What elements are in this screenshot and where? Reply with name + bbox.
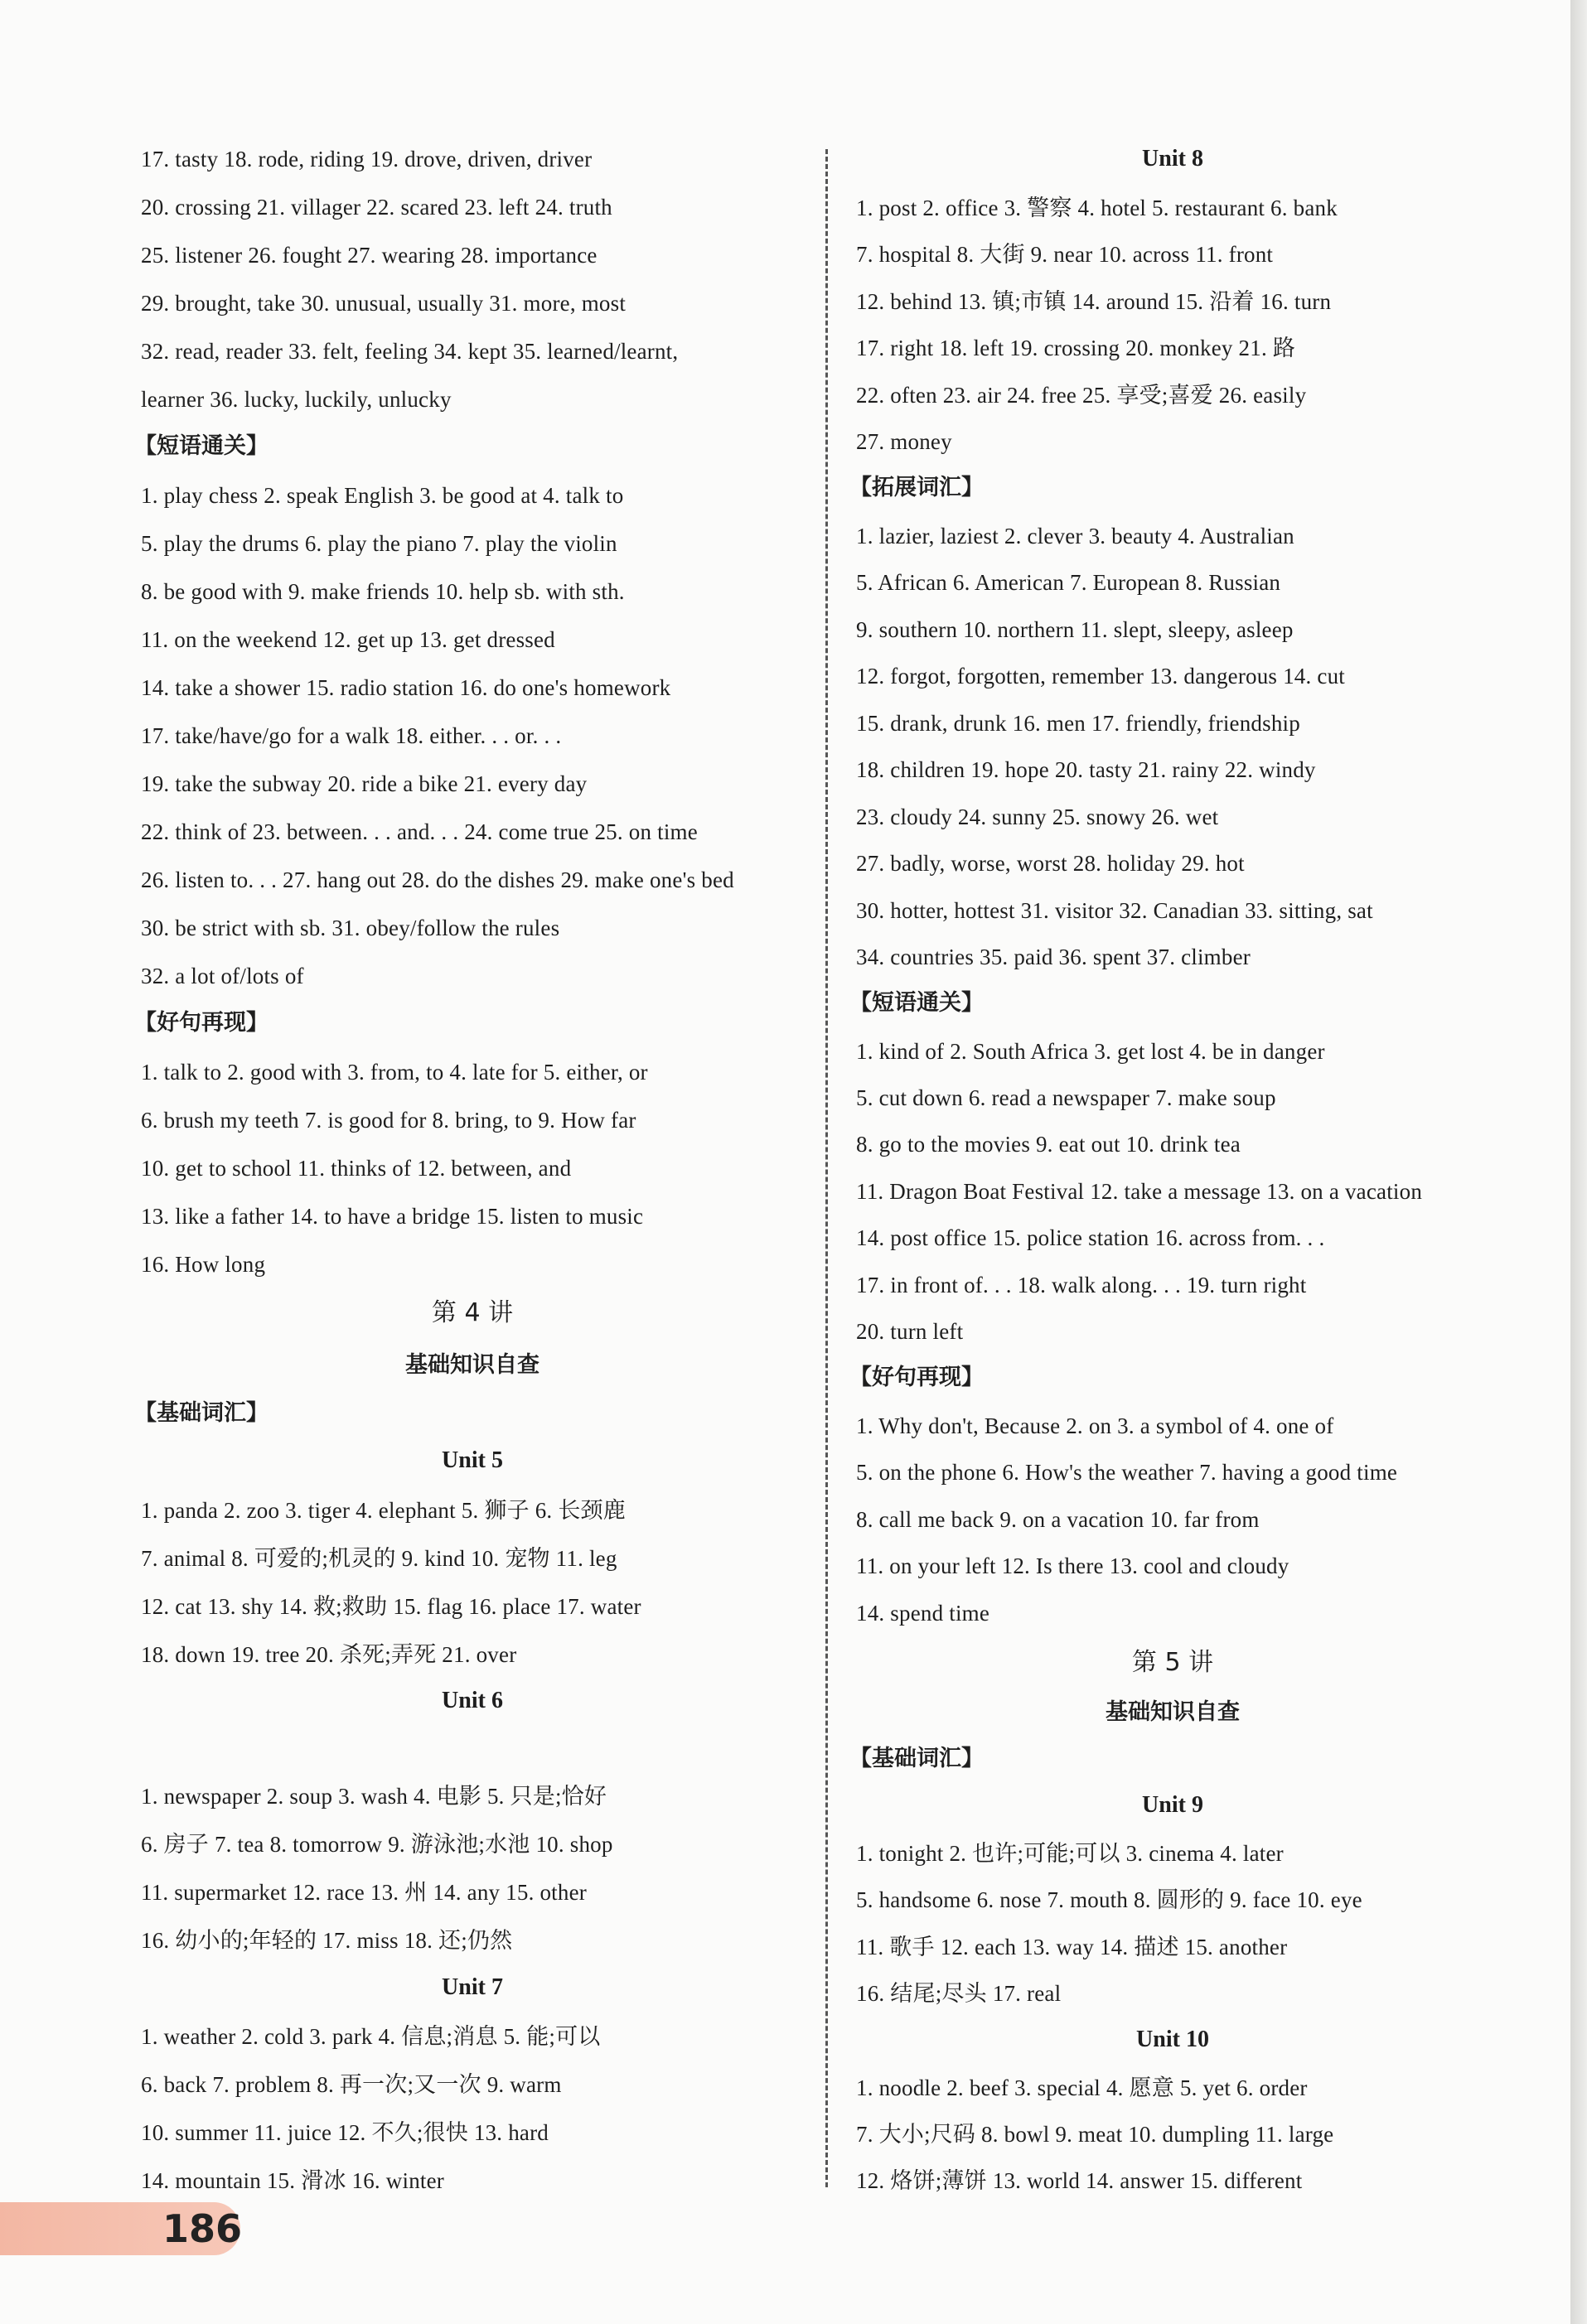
text-line: 27. badly, worse, worst 28. holiday 29. hot (856, 851, 1245, 876)
text-line: 10. summer 11. juice 12. 不久;很快 13. hard (141, 2120, 549, 2145)
unit-title: Unit 7 (442, 1974, 503, 2000)
text-line: 7. animal 8. 可爱的;机灵的 9. kind 10. 宠物 11. leg (141, 1546, 617, 1571)
section-heading-vocab: 【基础词汇】 (849, 1746, 984, 1771)
text-line: 6. back 7. problem 8. 再一次;又一次 9. warm (141, 2072, 562, 2097)
unit-title: Unit 8 (1142, 146, 1203, 172)
column-divider (825, 149, 828, 2187)
page-number: 186 (162, 2206, 243, 2251)
unit-title: Unit 6 (442, 1688, 503, 1713)
text-line: 25. listener 26. fought 27. wearing 28. importance (141, 243, 598, 268)
text-line: 18. down 19. tree 20. 杀死;弄死 21. over (141, 1642, 517, 1667)
text-line: 5. African 6. American 7. European 8. Russian (856, 570, 1281, 595)
text-line: 12. cat 13. shy 14. 救;救助 15. flag 16. place 17. water (141, 1594, 641, 1619)
section-heading-sentences: 【好句再现】 (849, 1365, 984, 1390)
lecture-subtitle: 基础知识自查 (405, 1352, 539, 1378)
text-line: 8. go to the movies 9. eat out 10. drink tea (856, 1132, 1241, 1157)
text-line: 1. talk to 2. good with 3. from, to 4. late for 5. either, or (141, 1060, 648, 1085)
text-line: 1. tonight 2. 也许;可能;可以 3. cinema 4. later (856, 1841, 1284, 1866)
text-line: 17. tasty 18. rode, riding 19. drove, driven, driver (141, 147, 593, 172)
text-line: 8. be good with 9. make friends 10. help sb. with sth. (141, 579, 625, 604)
text-line: 1. kind of 2. South Africa 3. get lost 4. be in danger (856, 1039, 1325, 1064)
text-line: 23. cloudy 24. sunny 25. snowy 26. wet (856, 804, 1219, 829)
text-line: 14. post office 15. police station 16. across from. . . (856, 1225, 1325, 1250)
text-line: 11. on the weekend 12. get up 13. get dressed (141, 627, 555, 652)
text-line: 11. 歌手 12. each 13. way 14. 描述 15. another (856, 1935, 1288, 1959)
text-line: 12. 烙饼;薄饼 13. world 14. answer 15. different (856, 2168, 1303, 2193)
text-line: 1. lazier, laziest 2. clever 3. beauty 4. Australian (856, 524, 1294, 548)
text-line: 12. forgot, forgotten, remember 13. dangerous 14. cut (856, 664, 1345, 689)
text-line: 1. Why don't, Because 2. on 3. a symbol of 4. one of (856, 1413, 1334, 1438)
text-line: 27. money (856, 429, 952, 454)
text-line: 22. often 23. air 24. free 25. 享受;喜爱 26. easily (856, 383, 1307, 408)
section-heading-phrases: 【短语通关】 (134, 433, 269, 459)
text-line: 7. hospital 8. 大街 9. near 10. across 11. front (856, 242, 1274, 267)
text-line: 11. supermarket 12. race 13. 州 14. any 15. other (141, 1880, 587, 1905)
text-line: 1. noodle 2. beef 3. special 4. 愿意 5. yet 6. order (856, 2075, 1308, 2100)
section-heading-vocab: 【基础词汇】 (134, 1400, 269, 1426)
text-line: 32. read, reader 33. felt, feeling 34. kept 35. learned/learnt, (141, 339, 679, 364)
lecture-title: 第 5 讲 (1131, 1648, 1214, 1677)
section-heading-phrases: 【短语通关】 (849, 990, 984, 1016)
text-line: 29. brought, take 30. unusual, usually 31. more, most (141, 291, 627, 316)
text-line: 1. post 2. office 3. 警察 4. hotel 5. restaurant 6. bank (856, 196, 1338, 220)
text-line: 18. children 19. hope 20. tasty 21. rainy 22. windy (856, 757, 1316, 782)
text-line: 11. on your left 12. Is there 13. cool and cloudy (856, 1553, 1289, 1578)
section-heading-extended: 【拓展词汇】 (849, 475, 984, 500)
text-line: 8. call me back 9. on a vacation 10. far from (856, 1507, 1260, 1532)
section-heading-sentences: 【好句再现】 (134, 1010, 269, 1036)
text-line: 12. behind 13. 镇;市镇 14. around 15. 沿着 16. turn (856, 289, 1332, 314)
text-line: 1. panda 2. zoo 3. tiger 4. elephant 5. 狮子 6. 长颈鹿 (141, 1498, 626, 1523)
text-line: 6. 房子 7. tea 8. tomorrow 9. 游泳池;水池 10. shop (141, 1832, 613, 1857)
text-line: 15. drank, drunk 16. men 17. friendly, friendship (856, 711, 1300, 736)
text-line: 5. play the drums 6. play the piano 7. play the violin (141, 531, 617, 556)
text-line: 20. crossing 21. villager 22. scared 23. left 24. truth (141, 195, 612, 220)
text-line: 19. take the subway 20. ride a bike 21. every day (141, 771, 588, 796)
lecture-subtitle: 基础知识自查 (1106, 1699, 1240, 1725)
text-line: 16. How long (141, 1252, 266, 1277)
text-line: 1. play chess 2. speak English 3. be good at 4. talk to (141, 483, 624, 508)
text-line: 17. take/have/go for a walk 18. either. . . or. . . (141, 723, 562, 748)
text-line: 17. in front of. . . 18. walk along. . . 19. turn right (856, 1273, 1307, 1297)
text-line: 30. be strict with sb. 31. obey/follow the rules (141, 916, 560, 940)
text-line: 6. brush my teeth 7. is good for 8. bring, to 9. How far (141, 1108, 636, 1133)
text-line: 16. 结尾;尽头 17. real (856, 1981, 1062, 2006)
text-line: 20. turn left (856, 1319, 964, 1344)
text-line: 7. 大小;尺码 8. bowl 9. meat 10. dumpling 11. large (856, 2122, 1334, 2147)
text-line: 9. southern 10. northern 11. slept, sleepy, asleep (856, 617, 1294, 642)
text-line: 14. take a shower 15. radio station 16. do one's homework (141, 675, 671, 700)
unit-title: Unit 5 (442, 1447, 503, 1473)
text-line: 10. get to school 11. thinks of 12. between, and (141, 1156, 572, 1181)
text-line: 1. newspaper 2. soup 3. wash 4. 电影 5. 只是;恰好 (141, 1784, 607, 1809)
text-line: 22. think of 23. between. . . and. . . 24. come true 25. on time (141, 819, 698, 844)
text-line: learner 36. lucky, luckily, unlucky (141, 387, 452, 412)
text-line: 5. cut down 6. read a newspaper 7. make soup (856, 1085, 1276, 1110)
text-line: 34. countries 35. paid 36. spent 37. climber (856, 945, 1251, 969)
page-edge (1570, 0, 1587, 2324)
unit-title: Unit 10 (1136, 2027, 1209, 2052)
text-line: 16. 幼小的;年轻的 17. miss 18. 还;仍然 (141, 1928, 513, 1953)
text-line: 17. right 18. left 19. crossing 20. monkey 21. 路 (856, 336, 1296, 360)
text-line: 26. listen to. . . 27. hang out 28. do the dishes 29. make one's bed (141, 867, 734, 892)
lecture-title: 第 4 讲 (431, 1298, 514, 1327)
text-line: 13. like a father 14. to have a bridge 15. listen to music (141, 1204, 644, 1229)
text-line: 1. weather 2. cold 3. park 4. 信息;消息 5. 能;可以 (141, 2024, 601, 2049)
text-line: 11. Dragon Boat Festival 12. take a message 13. on a vacation (856, 1179, 1423, 1204)
unit-title: Unit 9 (1142, 1792, 1203, 1818)
text-line: 14. spend time (856, 1601, 990, 1626)
text-line: 14. mountain 15. 滑冰 16. winter (141, 2168, 444, 2193)
text-line: 32. a lot of/lots of (141, 964, 304, 988)
text-line: 5. on the phone 6. How's the weather 7. having a good time (856, 1460, 1398, 1485)
text-line: 5. handsome 6. nose 7. mouth 8. 圆形的 9. face 10. eye (856, 1887, 1362, 1912)
text-line: 30. hotter, hottest 31. visitor 32. Canadian 33. sitting, sat (856, 898, 1373, 923)
